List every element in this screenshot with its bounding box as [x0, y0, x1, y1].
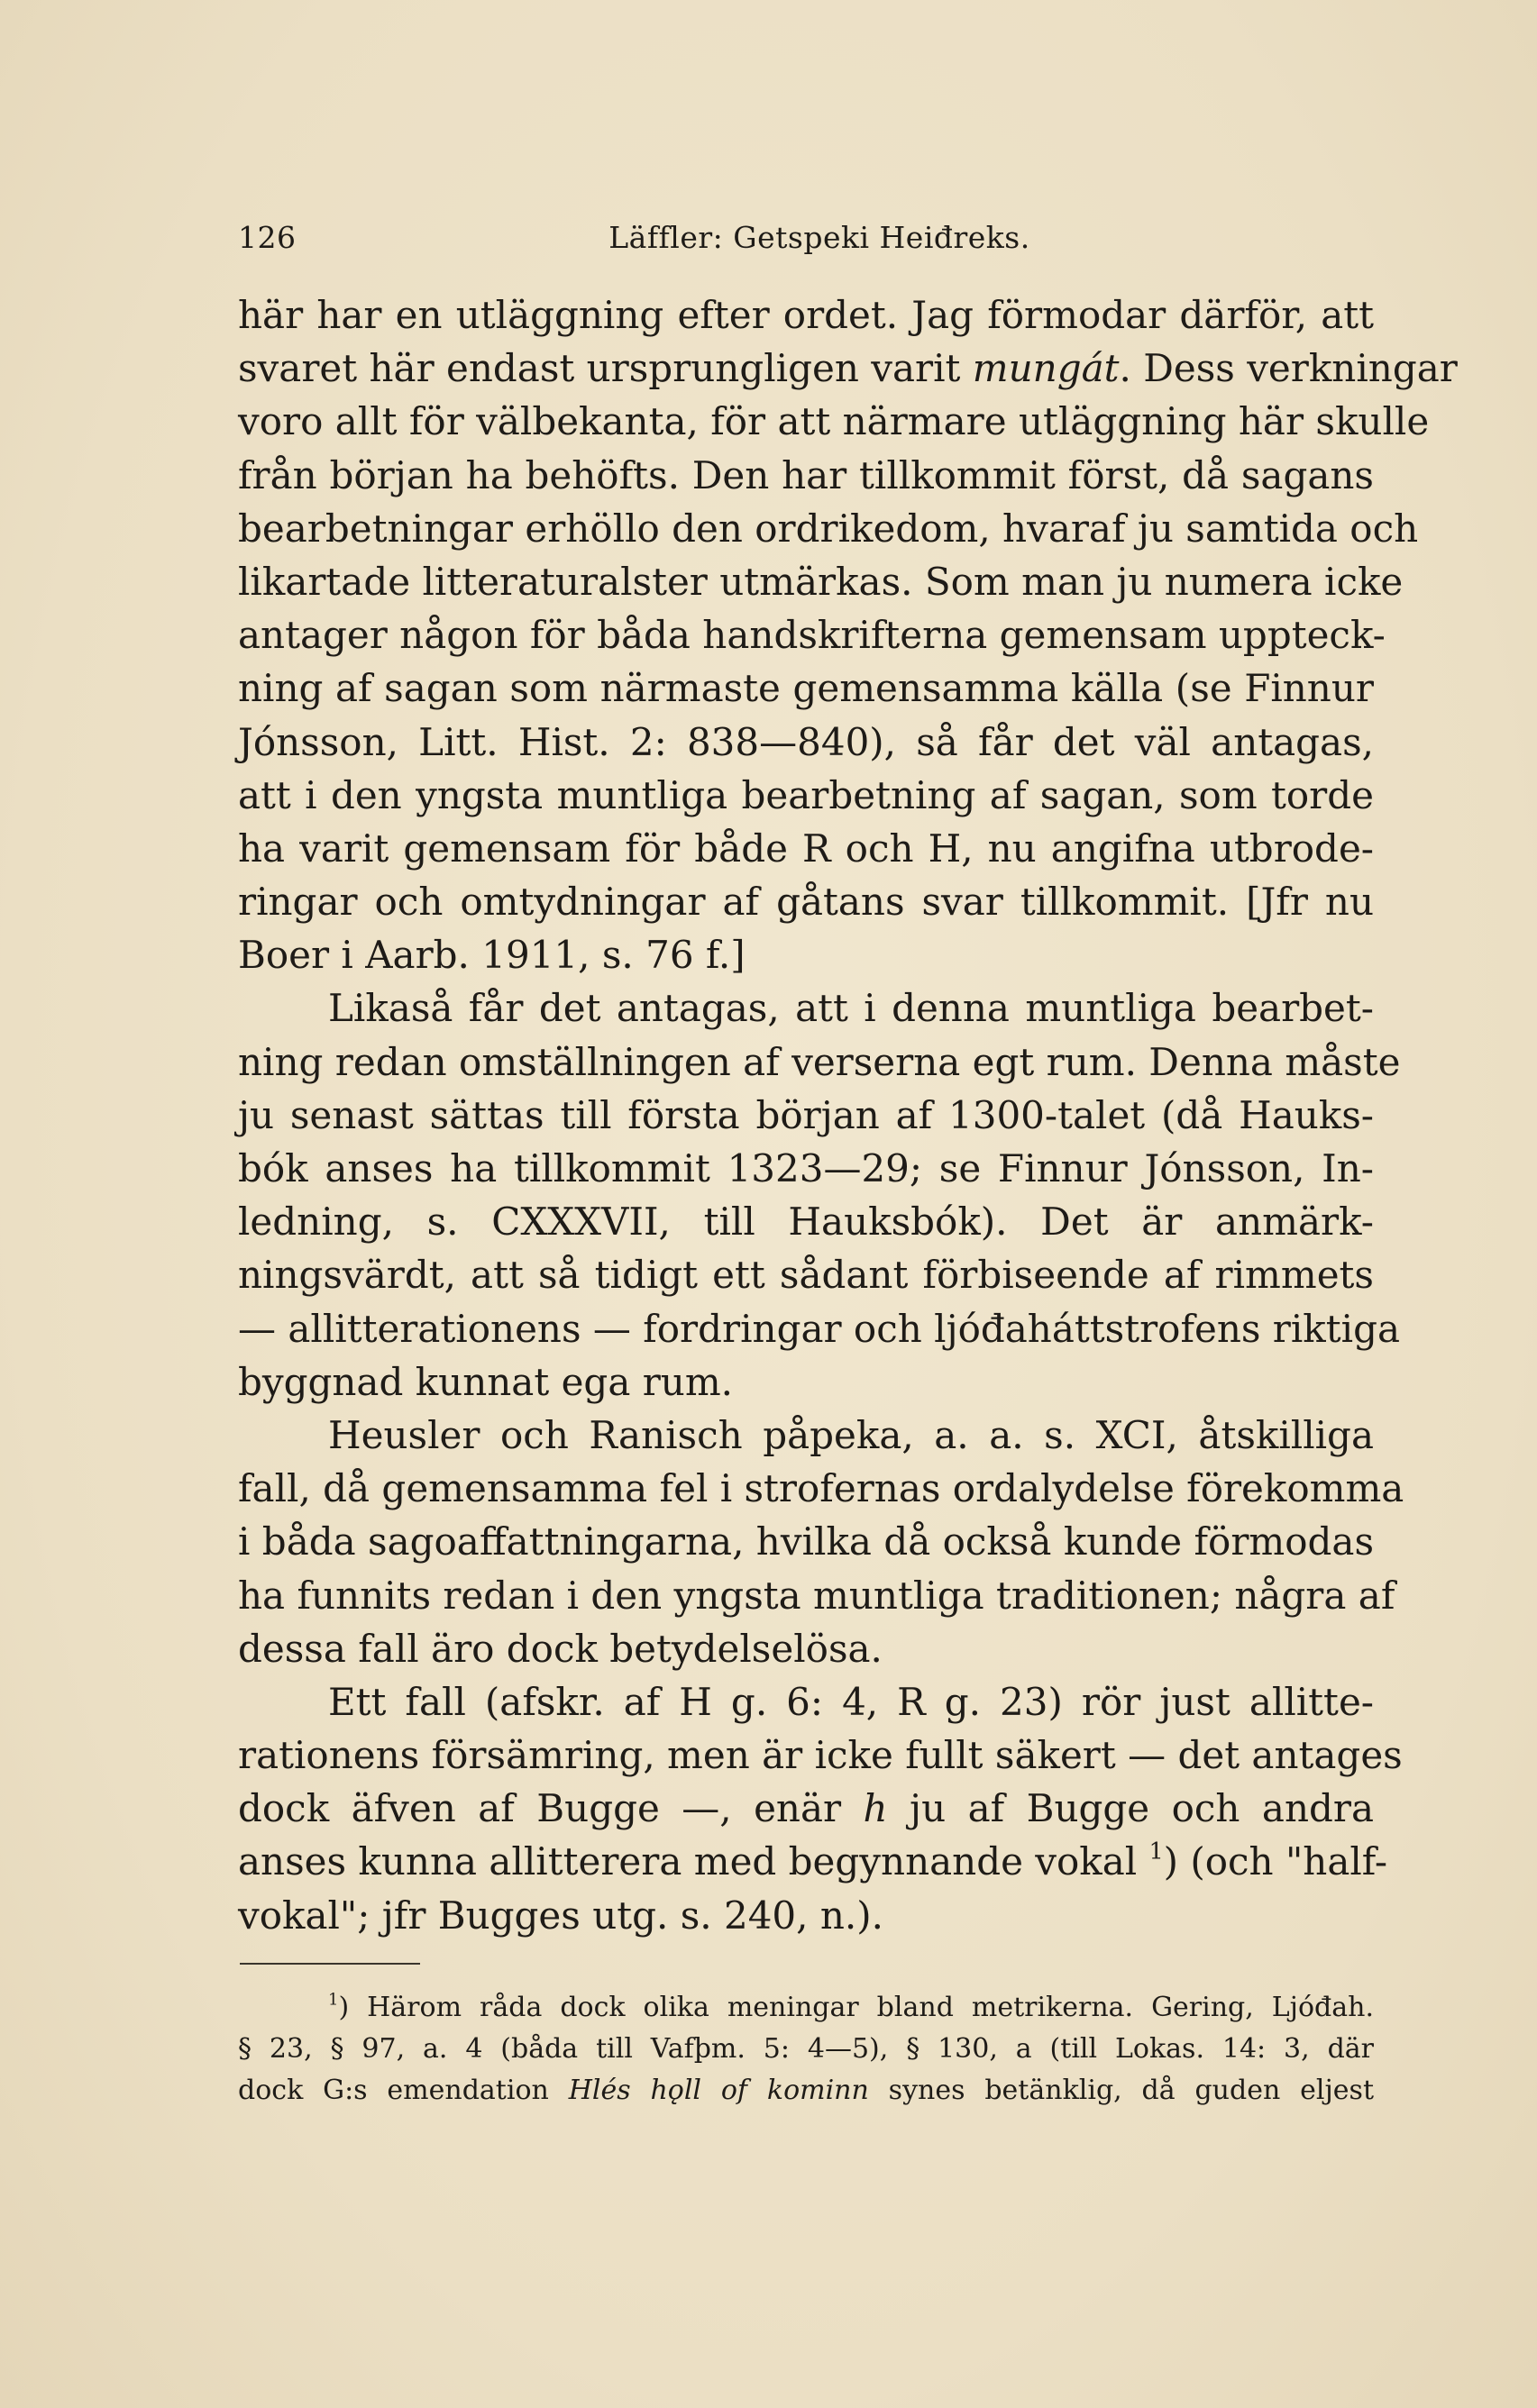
text-line: ringar och omtydningar af gåtans svar tillkommit. [Jfr nu: [238, 880, 1374, 925]
footnote-text: dock G:s emendation: [238, 2075, 569, 2106]
footnote-text: synes betänklig, då guden eljest: [868, 2075, 1374, 2106]
text-segment: dock äfven af Bugge —, enär: [238, 1786, 864, 1831]
text-line: här har en utläggning efter ordet. Jag förmodar därför, att: [238, 293, 1374, 337]
footnote-number: 1: [328, 1990, 339, 2010]
text-line: att i den yngsta muntliga bearbetning af sagan, som torde: [238, 772, 1374, 817]
text-line: Jónsson, Litt. Hist. 2: 838—840), så får det väl antagas,: [238, 719, 1374, 764]
text-line: ju senast sättas till första början af 1300-talet (då Hauks-: [238, 1092, 1374, 1137]
text-line: [238, 1782, 1374, 1835]
running-header: [238, 220, 1374, 265]
text-line: Heusler och Ranisch påpeka, a. a. s. XCI, åtskilliga: [328, 1412, 1374, 1457]
footnote-text: ) Härom råda dock olika meningar bland metrikerna. Gering, Ljóđah.: [338, 1992, 1374, 2023]
text-line: Ett fall (afskr. af H g. 6: 4, R g. 23) rör just allitte-: [328, 1679, 1374, 1724]
italic-letter: h: [863, 1786, 888, 1831]
text-line: ha varit gemensam för både R och H, nu angifna utbrode-: [238, 825, 1374, 871]
text-segment: . Dess verkningar: [1119, 346, 1458, 391]
text-line: byggnad kunnat ega rum.: [238, 1359, 734, 1404]
text-line: ning af sagan som närmaste gemensamma källa (se Finnur: [238, 666, 1374, 711]
text-line: ningsvärdt, att så tidigt ett sådant förbiseende af rimmets: [238, 1253, 1374, 1298]
footnote-line: § 23, § 97, a. 4 (båda till Vafþm. 5: 4—5), § 130, a (till Lokas. 14: 3, där: [238, 2033, 1374, 2065]
text-line: bearbetningar erhöllo den ordrikedom, hvaraf ju samtida och: [238, 506, 1419, 551]
text-segment: anses kunna allitterera med begynnande vokal: [238, 1839, 1149, 1884]
text-line: antager någon för båda handskrifterna gemensam uppteck-: [238, 613, 1386, 658]
text-line: fall, då gemensamma fel i strofernas ordalydelse förekomma: [238, 1466, 1404, 1511]
footnote-line: [238, 2070, 1374, 2112]
running-title: Läffler: Getspeki Heiđreks.: [608, 220, 1030, 255]
body-text: [238, 288, 1458, 1942]
text-segment: ) (och "half-: [1163, 1839, 1388, 1884]
text-line: Likaså får det antagas, att i denna muntliga bearbet-: [328, 986, 1374, 1031]
page-number: 126: [238, 220, 297, 255]
text-line: ledning, s. CXXXVII, till Hauksbók). Det är anmärk-: [238, 1199, 1374, 1245]
text-line: dessa fall äro dock betydelselösa.: [238, 1626, 883, 1671]
text-line: [238, 342, 1458, 395]
footnote-marker: 1: [1148, 1838, 1164, 1865]
text-line: ha funnits redan i den yngsta muntliga traditionen; några af: [238, 1573, 1395, 1618]
text-line: voro allt för välbekanta, för att närmare utläggning här skulle: [238, 399, 1430, 444]
text-line: rationens försämring, men är icke fullt säkert — det antages: [238, 1733, 1403, 1778]
text-segment: ju af Bugge och andra: [887, 1786, 1374, 1831]
text-line: [238, 1835, 1388, 1888]
footnote-line: [238, 1987, 1374, 2029]
text-line: ning redan omställningen af verserna egt rum. Denna måste: [238, 1039, 1401, 1084]
italic-phrase: Hlés hǫll of kominn: [568, 2075, 869, 2106]
footnote-rule: [240, 1963, 420, 1965]
text-line: i båda sagoaffattningarna, hvilka då också kunde förmodas: [238, 1519, 1374, 1564]
italic-word: mungát: [972, 346, 1120, 391]
text-line: bók anses ha tillkommit 1323—29; se Finnur Jónsson, In-: [238, 1146, 1374, 1190]
text-line: vokal"; jfr Bugges utg. s. 240, n.).: [238, 1893, 883, 1938]
text-line: från början ha behöfts. Den har tillkommit först, då sagans: [238, 452, 1374, 497]
footnotes: [238, 1987, 1374, 2112]
text-line: — allitterationens — fordringar och ljóđaháttstrofens riktiga: [238, 1306, 1400, 1351]
text-line: likartade litteraturalster utmärkas. Som man ju numera icke: [238, 559, 1404, 604]
text-segment: svaret här endast ursprungligen varit: [238, 346, 973, 391]
text-line: Boer i Aarb. 1911, s. 76 f.]: [238, 933, 746, 978]
